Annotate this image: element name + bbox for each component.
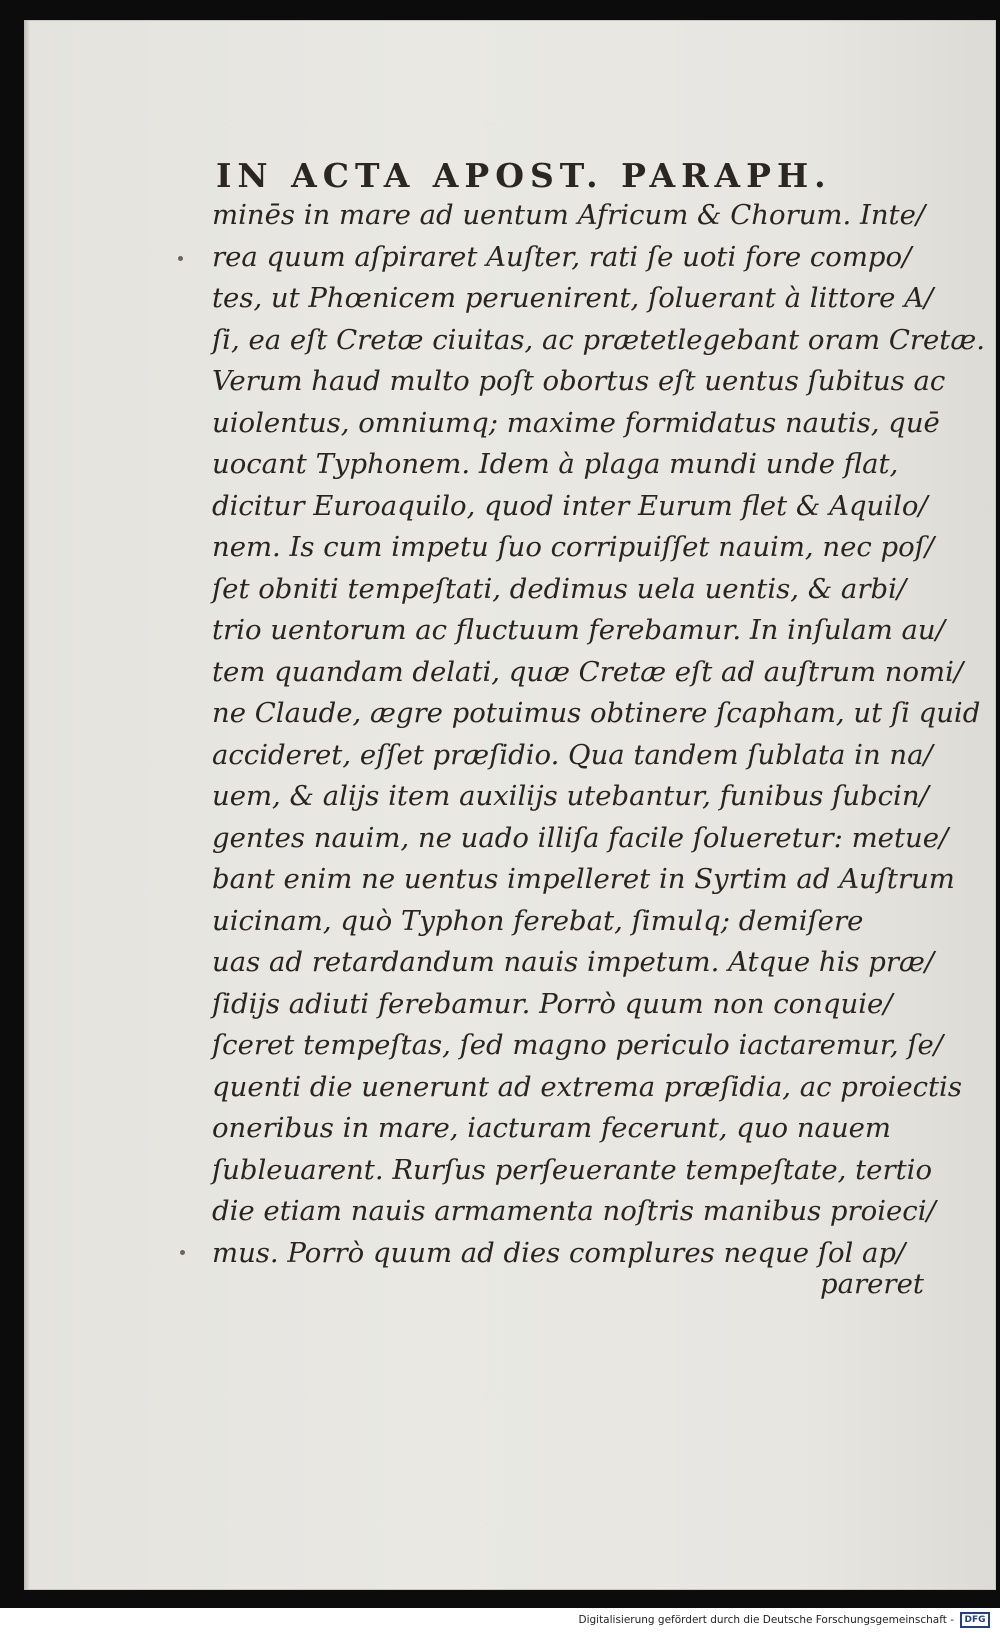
- text-line: uocant Typhonem. Idem à plaga mundi unde flat,: [212, 448, 899, 480]
- dfg-logo: DFG: [960, 1612, 990, 1628]
- text-line: bant enim ne uentus impelleret in Syrtim ad Auſtrum: [212, 863, 955, 895]
- text-line: tem quandam delati, quæ Cretæ eſt ad auſtrum nomi/: [212, 655, 964, 688]
- text-line: ſceret tempeſtas, ſed magno periculo iactaremur, ſe/: [212, 1029, 944, 1061]
- text-line: accideret, eſſet præſidio. Qua tandem ſublata in na/: [212, 738, 933, 771]
- text-line: mus. Porrò quum ad dies complures neque ſol ap/: [212, 1236, 906, 1269]
- text-line: nem. Is cum impetu ſuo corripuiſſet nauim, nec poſ/: [212, 531, 935, 563]
- text-line: quenti die uenerunt ad extrema præſidia, ac proiectis: [212, 1070, 962, 1103]
- catchword: pareret: [820, 1268, 924, 1300]
- text-line: rea quum aſpiraret Auſter, rati ſe uoti fore compo/: [212, 240, 912, 273]
- page-edge-shadow: [24, 20, 30, 1590]
- text-line: ſidijs adiuti ferebamur. Porrò quum non conquie/: [212, 987, 893, 1020]
- text-line: die etiam nauis armamenta noſtris manibus proieci/: [212, 1195, 936, 1227]
- text-line: trio uentorum ac fluctuum ferebamur. In inſulam au/: [212, 614, 945, 646]
- text-line: uicinam, quò Typhon ferebat, ſimulq; demiſere: [212, 904, 864, 937]
- text-line: oneribus in mare, iacturam fecerunt, quo nauem: [212, 1112, 892, 1144]
- text-line: ſet obniti tempeſtati, dedimus uela uentis, & arbi/: [212, 572, 907, 605]
- text-line: ſi, ea eſt Cretæ ciuitas, ac prætetlegebant oram Cretæ.: [212, 323, 985, 356]
- text-line: minēs in mare ad uentum Africum & Chorum. Inte/: [212, 199, 926, 231]
- text-line: dicitur Euroaquilo, quod inter Eurum flet & Aquilo/: [212, 489, 928, 522]
- text-line: ne Claude, ægre potuimus obtinere ſcapham, ut ſi quid: [212, 697, 981, 729]
- body-text: [212, 195, 985, 1274]
- text-line: uiolentus, omniumq; maxime formidatus nautis, quē: [212, 406, 940, 439]
- margin-speck: [180, 1250, 185, 1255]
- running-head: IN ACTA APOST. PARAPH.: [216, 156, 832, 195]
- text-line: ſubleuarent. Rurſus perſeuerante tempeſtate, tertio: [212, 1153, 933, 1186]
- text-line: Verum haud multo poſt obortus eſt uentus ſubitus ac: [212, 365, 946, 397]
- text-line: uem, & alijs item auxilijs utebantur, funibus ſubcin/: [212, 780, 929, 812]
- margin-speck: [178, 256, 183, 261]
- footer-bar: [0, 1608, 1000, 1636]
- text-line: tes, ut Phœnicem peruenirent, ſoluerant à littore A/: [212, 282, 934, 314]
- text-line: gentes nauim, ne uado illiſa facile ſolueretur: metue/: [212, 821, 949, 854]
- text-line: uas ad retardandum nauis impetum. Atque his præ/: [212, 946, 935, 978]
- digitization-credit: Digitalisierung gefördert durch die Deutsche Forschungsgemeinschaft -: [578, 1614, 954, 1626]
